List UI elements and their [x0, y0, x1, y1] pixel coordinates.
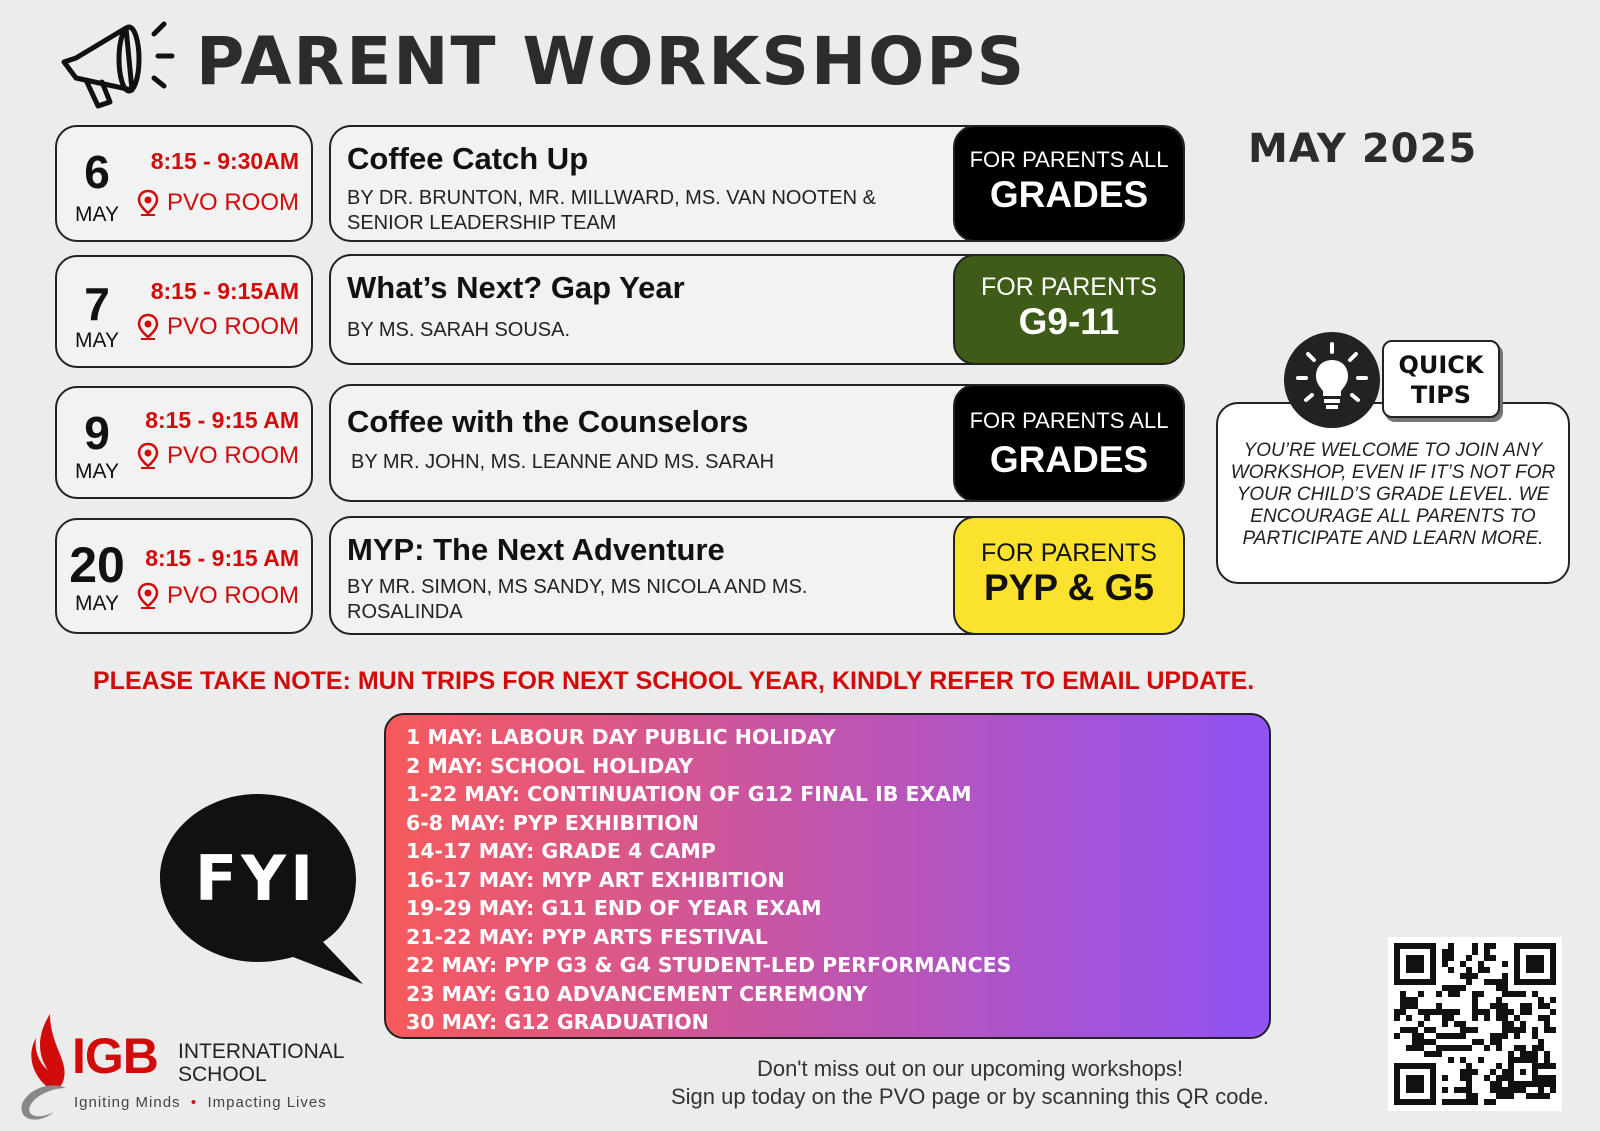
location-pin-icon — [137, 313, 159, 341]
workshop-date-box — [55, 386, 313, 499]
workshop-time: 8:15 - 9:15 AM — [145, 545, 299, 571]
audience-badge — [953, 384, 1185, 502]
workshop-room — [137, 189, 299, 217]
footer-line1: Don't miss out on our upcoming workshops! — [756, 1056, 1184, 1081]
fyi-label: FYI — [194, 842, 318, 915]
audience-badge-label: FOR PARENTS — [981, 539, 1157, 567]
audience-badge-label: FOR PARENTS ALL — [969, 408, 1169, 433]
audience-badge-label: FOR PARENTS — [981, 273, 1157, 301]
workshop-month: MAY — [75, 203, 119, 226]
quick-tips-text: YOU’RE WELCOME TO JOIN ANY WORKSHOP, EVEN IF IT’S NOT FOR YOUR CHILD’S GRADE LEVEL. WE ENCOURAGE ALL PARENTS TO PARTICIPATE AND LEARN MORE. — [1230, 440, 1556, 549]
month-heading: MAY 2025 — [1248, 126, 1478, 172]
workshop-day: 7 — [84, 278, 110, 330]
workshop-day: 9 — [84, 407, 110, 459]
workshop-presenters: BY DR. BRUNTON, MR. MILLWARD, MS. VAN NOOTEN & SENIOR LEADERSHIP TEAM — [347, 187, 876, 234]
fyi-event-item: 1 MAY: LABOUR DAY PUBLIC HOLIDAY — [406, 725, 836, 749]
school-logo — [14, 1008, 374, 1126]
workshop-title: Coffee Catch Up — [347, 141, 589, 176]
lightbulb-icon — [1284, 332, 1380, 428]
logo-tagline-right: Impacting Lives — [207, 1094, 327, 1111]
quick-tips-label-line1: QUICK — [1398, 351, 1484, 379]
tagline-dot-icon: • — [185, 1094, 203, 1111]
location-pin-icon — [137, 442, 159, 470]
workshop-date-box — [55, 255, 313, 368]
fyi-event-item: 30 MAY: G12 GRADUATION — [406, 1010, 709, 1034]
workshop-date-box — [55, 518, 313, 634]
workshop-title: MYP: The Next Adventure — [347, 532, 725, 567]
audience-badge-grade: PYP & G5 — [983, 567, 1154, 608]
workshop-month: MAY — [75, 460, 119, 483]
workshop-card — [329, 384, 1185, 502]
fyi-event-item: 14-17 MAY: GRADE 4 CAMP — [406, 839, 716, 863]
quick-tips-label — [1382, 340, 1500, 418]
fyi-events-panel — [384, 713, 1271, 1039]
fyi-event-item: 23 MAY: G10 ADVANCEMENT CEREMONY — [406, 981, 868, 1006]
workshop-title: Coffee with the Counselors — [347, 404, 749, 439]
workshop-room — [137, 442, 299, 470]
signup-footer — [630, 1055, 1310, 1111]
fyi-event-item: 1-22 MAY: CONTINUATION OF G12 FINAL IB EXAM — [406, 782, 972, 806]
workshop-card — [329, 125, 1185, 242]
fyi-event-item: 2 MAY: SCHOOL HOLIDAY — [406, 753, 694, 778]
workshop-room-label: PVO ROOM — [166, 313, 299, 340]
workshop-card — [329, 254, 1185, 365]
workshop-room-label: PVO ROOM — [166, 189, 299, 216]
audience-badge-grade: GRADES — [989, 439, 1149, 480]
lightbulb-icon-svg — [1284, 332, 1380, 428]
location-pin-icon — [137, 582, 159, 610]
workshop-presenters: BY MR. SIMON, MS SANDY, MS NICOLA AND MS. ROSALINDA — [347, 576, 808, 623]
audience-badge-grade: G9-11 — [1018, 301, 1120, 342]
workshop-time: 8:15 - 9:15 AM — [145, 407, 299, 433]
workshop-room-label: PVO ROOM — [166, 582, 299, 609]
logo-abbreviation: IGB — [72, 1028, 158, 1084]
quick-tips-box — [1216, 402, 1570, 584]
workshop-month: MAY — [75, 329, 119, 352]
logo-name-line1: INTERNATIONAL — [178, 1040, 345, 1063]
location-pin-icon — [137, 189, 159, 217]
megaphone-icon — [56, 14, 186, 114]
workshop-date-box — [55, 125, 313, 242]
fyi-event-item: 21-22 MAY: PYP ARTS FESTIVAL — [406, 924, 768, 949]
logo-school-name — [178, 1040, 344, 1086]
logo-tagline-left: Igniting Minds — [74, 1094, 181, 1111]
logo-name-line2: SCHOOL — [178, 1063, 267, 1086]
workshop-time: 8:15 - 9:30AM — [150, 148, 299, 174]
fyi-event-item: 16-17 MAY: MYP ART EXHIBITION — [406, 867, 785, 892]
workshop-title: What’s Next? Gap Year — [347, 270, 685, 305]
workshop-room — [137, 582, 299, 610]
audience-badge-grade: GRADES — [989, 174, 1149, 215]
mun-trip-note: PLEASE TAKE NOTE: MUN TRIPS FOR NEXT SCHOOL YEAR, KINDLY REFER TO EMAIL UPDATE. — [93, 667, 1255, 695]
workshop-presenters: BY MS. SARAH SOUSA. — [347, 319, 571, 341]
flame-emblem-icon — [14, 1008, 74, 1126]
fyi-speech-bubble — [158, 790, 368, 1000]
workshop-time: 8:15 - 9:15AM — [150, 278, 299, 304]
audience-badge — [953, 516, 1185, 635]
workshop-day: 20 — [69, 537, 125, 593]
logo-tagline — [74, 1094, 327, 1111]
signup-qr-code[interactable] — [1388, 937, 1562, 1111]
workshop-room-label: PVO ROOM — [166, 442, 299, 469]
fyi-events-list — [406, 723, 1011, 1037]
workshop-day: 6 — [84, 146, 110, 198]
workshop-month: MAY — [75, 592, 119, 615]
fyi-event-item: 19-29 MAY: G11 END OF YEAR EXAM — [406, 896, 822, 920]
page-title: PARENT WORKSHOPS — [196, 23, 1027, 100]
audience-badge-label: FOR PARENTS ALL — [969, 147, 1169, 172]
qr-code-icon — [1388, 937, 1562, 1111]
footer-line2: Sign up today on the PVO page or by scanning this QR code. — [670, 1084, 1270, 1109]
workshop-presenters: BY MR. JOHN, MS. LEANNE AND MS. SARAH — [351, 451, 775, 473]
quick-tips-label-line2: TIPS — [1410, 381, 1472, 409]
fyi-event-item: 22 MAY: PYP G3 & G4 STUDENT-LED PERFORMANCES — [406, 953, 1012, 977]
audience-badge — [953, 125, 1185, 242]
audience-badge — [953, 254, 1185, 365]
fyi-event-item: 6-8 MAY: PYP EXHIBITION — [406, 810, 699, 835]
workshop-card — [329, 516, 1185, 635]
workshop-room — [137, 313, 299, 341]
